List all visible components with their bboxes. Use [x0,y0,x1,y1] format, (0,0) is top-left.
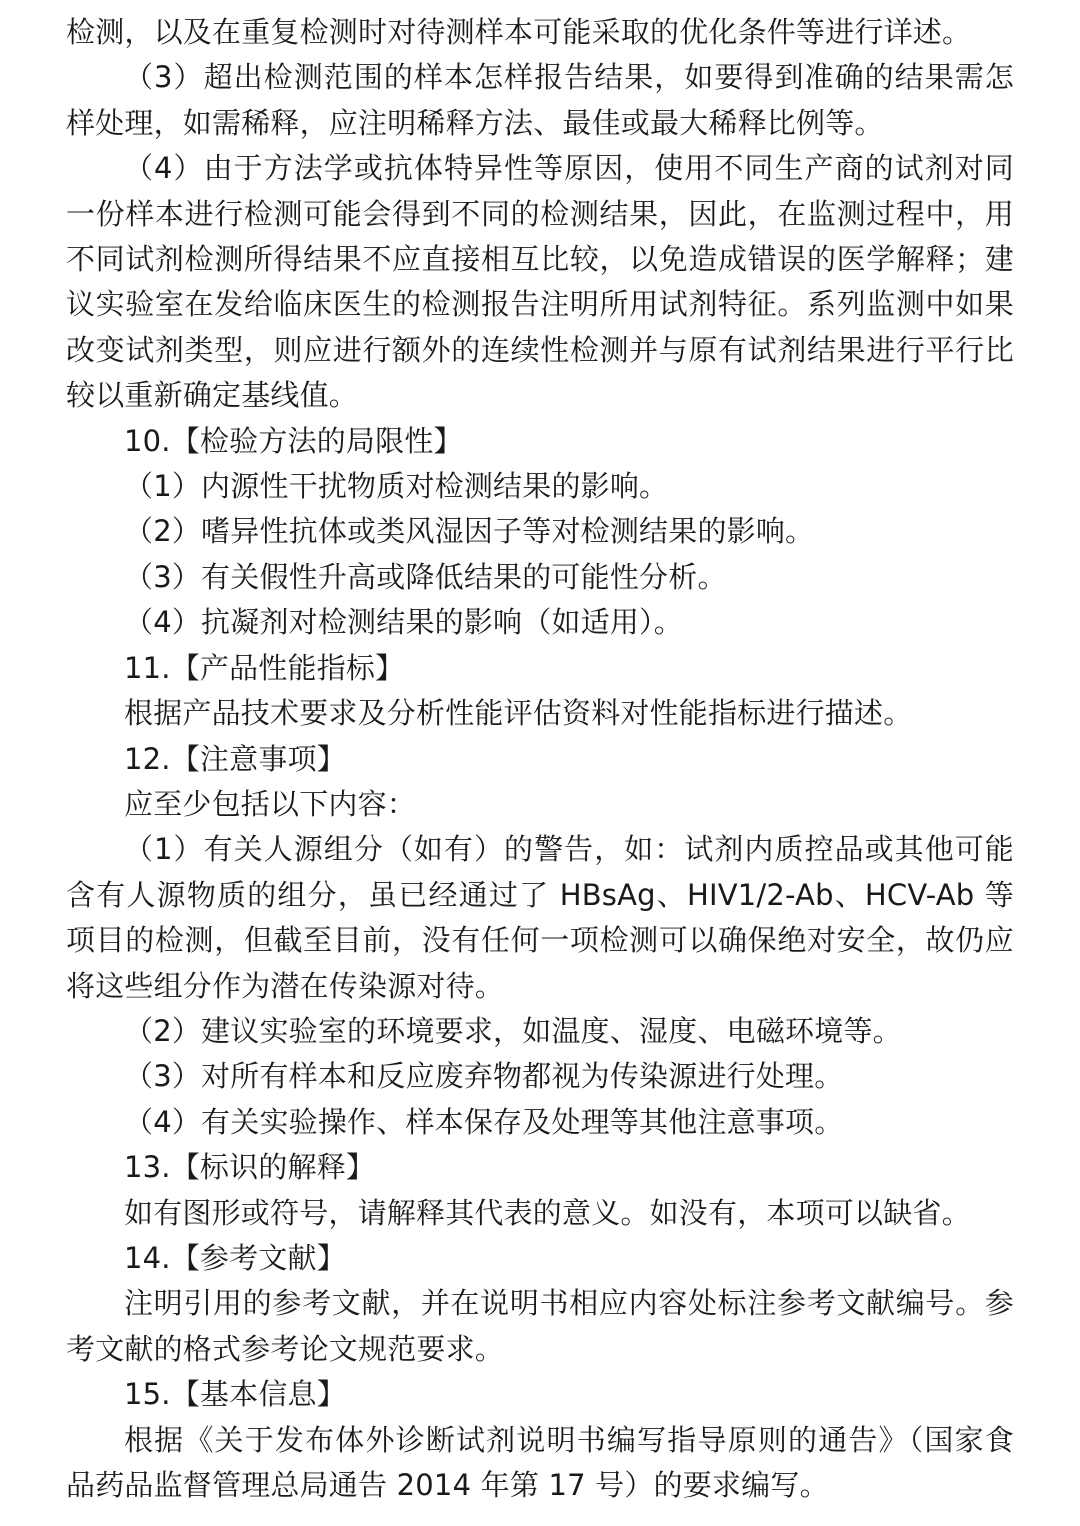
paragraph-item-10-4: （4）抗凝剂对检测结果的影响（如适用）。 [124,605,683,640]
paragraph-item-12-1: （1）有关人源组分（如有）的警告，如：试剂内质控品或其他可能含有人源物质的组分，虽已经通过了 HBsAg、HIV1/2-Ab、HCV-Ab 等项目的检测，但截至目前，没有任何一项检测可以确保绝对安全，故仍应将这些组分作为潜在传染源对待。 [66,832,1015,1003]
paragraph-item-12-4: （4）有关实验操作、样本保存及处理等其他注意事项。 [124,1104,844,1139]
section-heading-15: 15.【基本信息】 [124,1377,346,1412]
paragraph-section-14: 注明引用的参考文献，并在说明书相应内容处标注参考文献编号。参考文献的格式参考论文规范要求。 [66,1286,1014,1366]
section-heading-12: 12.【注意事项】 [124,741,346,776]
paragraph-section-15: 根据《关于发布体外诊断试剂说明书编写指导原则的通告》（国家食品药品监督管理总局通告 2014 年第 17 号）的要求编写。 [66,1422,1014,1502]
paragraph-section-13: 如有图形或符号，请解释其代表的意义。如没有，本项可以缺省。 [124,1195,971,1230]
paragraph-continuation: 检测，以及在重复检测时对待测样本可能采取的优化条件等进行详述。 [66,15,972,49]
paragraph-section-12-intro: 应至少包括以下内容： [124,786,417,821]
paragraph-item-12-3: （3）对所有样本和反应废弃物都视为传染源进行处理。 [124,1059,844,1094]
paragraph-item-3: （3）超出检测范围的样本怎样报告结果，如要得到准确的结果需怎样处理，如需稀释，应注明稀释方法、最佳或最大稀释比例等。 [66,60,1014,140]
paragraph-item-10-3: （3）有关假性升高或降低结果的可能性分析。 [124,559,727,594]
section-heading-13: 13.【标识的解释】 [124,1150,376,1185]
paragraph-item-10-2: （2）嗜异性抗体或类风湿因子等对检测结果的影响。 [124,514,815,549]
paragraph-item-10-1: （1）内源性干扰物质对检测结果的影响。 [124,469,669,504]
section-heading-10: 10.【检验方法的局限性】 [124,423,463,458]
paragraph-item-4: （4）由于方法学或抗体特异性等原因，使用不同生产商的试剂对同一份样本进行检测可能会得到不同的检测结果，因此，在监测过程中，用不同试剂检测所得结果不应直接相互比较，以免造成错误的医学解释；建议实验室在发给临床医生的检测报告注明所用试剂特征。系列监测中如果改变试剂类型，则应进行额外的连续性检测并与原有试剂结果进行平行比较以重新确定基线值。 [66,151,1014,413]
document-body [66,10,1014,1508]
section-heading-11: 11.【产品性能指标】 [124,650,405,685]
paragraph-section-11: 根据产品技术要求及分析性能评估资料对性能指标进行描述。 [124,696,913,731]
section-heading-14: 14.【参考文献】 [124,1240,346,1275]
paragraph-item-12-2: （2）建议实验室的环境要求，如温度、湿度、电磁环境等。 [124,1013,902,1048]
